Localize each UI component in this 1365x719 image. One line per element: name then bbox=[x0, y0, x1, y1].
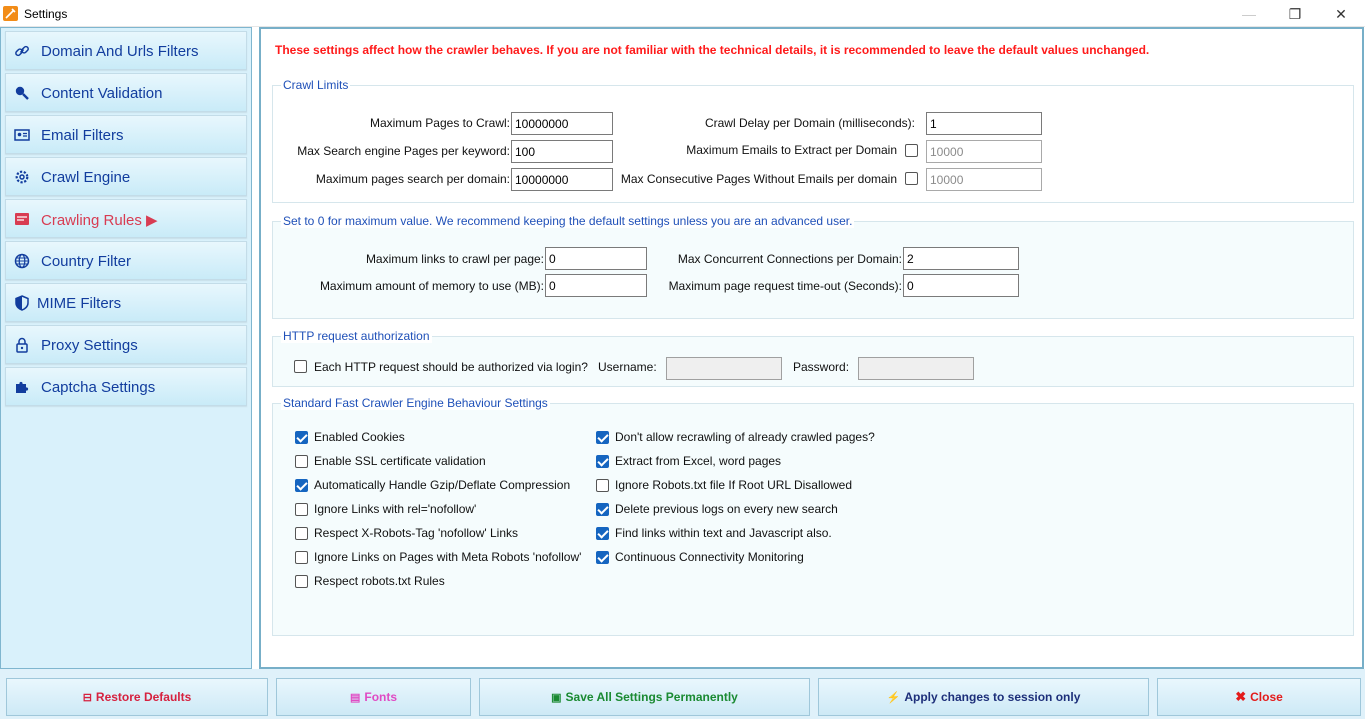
sidebar-item-country-filter[interactable] bbox=[5, 241, 247, 280]
gear-icon bbox=[14, 169, 30, 185]
title-bar bbox=[0, 0, 1365, 27]
x-robots-label: Respect X-Robots-Tag 'nofollow' Links bbox=[314, 526, 519, 540]
password-input[interactable] bbox=[858, 357, 974, 380]
meta-robots-label: Ignore Links on Pages with Meta Robots 'nofollow' bbox=[314, 550, 582, 564]
puzzle-icon bbox=[14, 379, 30, 395]
meta-robots-checkbox[interactable] bbox=[295, 551, 308, 564]
save-settings-label: Save All Settings Permanently bbox=[565, 690, 738, 704]
delete-logs-label: Delete previous logs on every new search bbox=[615, 502, 838, 516]
extract-excel-checkbox[interactable] bbox=[596, 455, 609, 468]
ignore-robots-root-checkbox[interactable] bbox=[596, 479, 609, 492]
find-links-js-checkbox[interactable] bbox=[596, 527, 609, 540]
save-icon: ▣ bbox=[551, 692, 562, 704]
max-se-pages-label: Max Search engine Pages per keyword: bbox=[297, 144, 510, 158]
max-pages-input[interactable] bbox=[511, 112, 613, 135]
max-emails-label: Maximum Emails to Extract per Domain bbox=[686, 143, 897, 157]
sidebar-item-email-filters[interactable] bbox=[5, 115, 247, 154]
save-settings-button[interactable] bbox=[479, 678, 810, 716]
http-auth-label: Each HTTP request should be authorized via login? bbox=[314, 360, 588, 374]
crawl-limits-group bbox=[272, 78, 1354, 203]
sidebar-item-crawl-engine[interactable] bbox=[5, 157, 247, 196]
group-title: Standard Fast Crawler Engine Behaviour Settings bbox=[283, 396, 548, 410]
max-se-pages-input[interactable] bbox=[511, 140, 613, 163]
crawl-delay-input[interactable] bbox=[926, 112, 1042, 135]
max-consec-input[interactable] bbox=[926, 168, 1042, 191]
bottom-bar bbox=[0, 669, 1365, 719]
http-auth-group bbox=[272, 329, 1354, 387]
timeout-input[interactable] bbox=[903, 274, 1019, 297]
advanced-group bbox=[272, 214, 1354, 319]
connectivity-monitoring-label: Continuous Connectivity Monitoring bbox=[615, 550, 804, 564]
sidebar bbox=[0, 27, 252, 669]
max-pages-domain-label: Maximum pages search per domain: bbox=[315, 172, 510, 186]
sidebar-item-label: Crawl Engine bbox=[41, 169, 131, 186]
warning-text: These settings affect how the crawler behaves. If you are not familiar with the technical details, it is recommended to leave the default values unchanged. bbox=[275, 43, 1150, 57]
find-links-js-label: Find links within text and Javascript also. bbox=[615, 526, 832, 540]
close-icon: ✖ bbox=[1235, 689, 1247, 704]
timeout-label: Maximum page request time-out (Seconds): bbox=[668, 279, 902, 293]
no-recrawl-checkbox[interactable] bbox=[596, 431, 609, 444]
delete-logs-checkbox[interactable] bbox=[596, 503, 609, 516]
sidebar-item-label: Content Validation bbox=[41, 85, 163, 102]
extract-excel-label: Extract from Excel, word pages bbox=[615, 454, 782, 468]
apply-session-label: Apply changes to session only bbox=[904, 690, 1081, 704]
app-icon bbox=[3, 6, 18, 21]
crawl-delay-label: Crawl Delay per Domain (milliseconds): bbox=[704, 116, 915, 130]
close-label: Close bbox=[1250, 690, 1283, 704]
search-icon bbox=[14, 85, 30, 101]
apply-session-button[interactable] bbox=[818, 678, 1149, 716]
ignore-nofollow-label: Ignore Links with rel='nofollow' bbox=[314, 502, 477, 516]
close-button[interactable] bbox=[1157, 678, 1361, 716]
restore-defaults-label: Restore Defaults bbox=[95, 690, 192, 704]
max-consec-label: Max Consecutive Pages Without Emails per domain bbox=[620, 172, 897, 186]
restore-defaults-button[interactable] bbox=[6, 678, 268, 716]
globe-icon bbox=[14, 253, 30, 269]
gzip-checkbox[interactable] bbox=[295, 479, 308, 492]
enabled-cookies-label: Enabled Cookies bbox=[314, 430, 405, 444]
no-recrawl-label: Don't allow recrawling of already crawled pages? bbox=[615, 430, 875, 444]
ssl-validation-label: Enable SSL certificate validation bbox=[314, 454, 486, 468]
shield-icon bbox=[14, 295, 30, 311]
max-pages-domain-input[interactable] bbox=[511, 168, 613, 191]
password-label: Password: bbox=[793, 360, 850, 374]
max-consec-checkbox[interactable] bbox=[905, 172, 918, 185]
max-connections-label: Max Concurrent Connections per Domain: bbox=[677, 252, 902, 266]
gzip-label: Automatically Handle Gzip/Deflate Compression bbox=[314, 478, 571, 492]
close-window-button[interactable]: ✕ bbox=[1335, 6, 1347, 22]
sidebar-item-content-validation[interactable] bbox=[5, 73, 247, 112]
sidebar-item-label: Country Filter bbox=[41, 253, 132, 270]
max-links-input[interactable] bbox=[545, 247, 647, 270]
restore-icon: ⊟ bbox=[82, 692, 92, 704]
rules-icon bbox=[14, 211, 30, 227]
sidebar-item-label: Domain And Urls Filters bbox=[41, 43, 199, 60]
max-emails-input[interactable] bbox=[926, 140, 1042, 163]
minimize-button[interactable]: — bbox=[1242, 6, 1256, 22]
font-icon: ▤ bbox=[349, 692, 361, 704]
group-title: HTTP request authorization bbox=[283, 329, 430, 343]
max-links-label: Maximum links to crawl per page: bbox=[365, 252, 544, 266]
sidebar-item-crawling-rules[interactable] bbox=[5, 199, 247, 238]
sidebar-item-label: MIME Filters bbox=[37, 295, 122, 312]
behaviour-group bbox=[272, 396, 1354, 636]
ignore-robots-root-label: Ignore Robots.txt file If Root URL Disallowed bbox=[615, 478, 852, 492]
group-title: Set to 0 for maximum value. We recommend keeping the default settings unless you are an advanced user. bbox=[283, 214, 853, 228]
sidebar-item-domain-urls-filters[interactable] bbox=[5, 31, 247, 70]
username-input[interactable] bbox=[666, 357, 782, 380]
sidebar-item-proxy-settings[interactable] bbox=[5, 325, 247, 364]
lock-icon bbox=[14, 337, 30, 353]
lightning-icon: ⚡ bbox=[886, 692, 901, 704]
fonts-label: Fonts bbox=[364, 690, 398, 704]
group-title: Crawl Limits bbox=[283, 78, 349, 92]
sidebar-item-label: Proxy Settings bbox=[41, 337, 138, 354]
fonts-button[interactable] bbox=[276, 678, 471, 716]
http-auth-checkbox[interactable] bbox=[294, 360, 307, 373]
sidebar-item-mime-filters[interactable] bbox=[5, 283, 247, 322]
sidebar-item-label: Crawling Rules ▶ bbox=[41, 212, 158, 229]
link-icon bbox=[14, 43, 30, 59]
sidebar-item-label: Email Filters bbox=[41, 127, 124, 144]
window-title: Settings bbox=[24, 7, 68, 21]
max-connections-input[interactable] bbox=[903, 247, 1019, 270]
sidebar-item-captcha-settings[interactable] bbox=[5, 367, 247, 406]
max-pages-label: Maximum Pages to Crawl: bbox=[369, 116, 510, 130]
maximize-button[interactable]: ❐ bbox=[1288, 6, 1302, 22]
max-memory-input[interactable] bbox=[545, 274, 647, 297]
max-memory-label: Maximum amount of memory to use (MB): bbox=[319, 279, 544, 293]
settings-panel bbox=[259, 27, 1364, 669]
robots-txt-label: Respect robots.txt Rules bbox=[314, 574, 445, 588]
x-robots-checkbox[interactable] bbox=[295, 527, 308, 540]
enabled-cookies-checkbox[interactable] bbox=[295, 431, 308, 444]
max-emails-checkbox[interactable] bbox=[905, 144, 918, 157]
ssl-validation-checkbox[interactable] bbox=[295, 455, 308, 468]
email-icon bbox=[14, 127, 30, 143]
robots-txt-checkbox[interactable] bbox=[295, 575, 308, 588]
username-label: Username: bbox=[598, 360, 657, 374]
connectivity-monitoring-checkbox[interactable] bbox=[596, 551, 609, 564]
ignore-nofollow-checkbox[interactable] bbox=[295, 503, 308, 516]
sidebar-item-label: Captcha Settings bbox=[41, 379, 156, 396]
